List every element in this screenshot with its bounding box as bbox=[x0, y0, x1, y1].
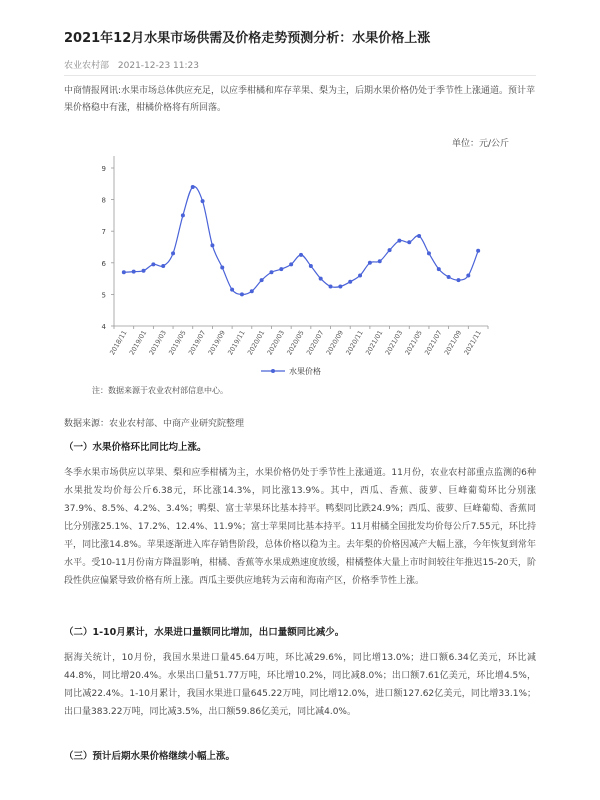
section-2-body: 据海关统计，10月份，我国水果进口量45.64万吨，环比减29.6%，同比增13.0%；进口额6.34亿美元，环比减44.8%，同比增20.4%。水果出口量51.77万吨，环比增10.2%，同比减8.0%；出口额7.61亿美元，环比增4.5%，同比减22.4%。1-10月累计，我国水果进口量645.22万吨，同比增12.0%，进口额127.62亿美元，同比增33.1%；出口量383.22万吨，同比减3.5%，出口额59.86亿美元，同比减4.0%。 bbox=[64, 653, 536, 717]
data-point bbox=[329, 285, 333, 289]
article-meta bbox=[64, 58, 205, 71]
data-point bbox=[250, 289, 254, 293]
y-tick-label: 7 bbox=[101, 228, 106, 237]
source-label: 农业农村部 bbox=[64, 61, 110, 71]
data-point bbox=[427, 251, 431, 255]
data-point bbox=[210, 243, 214, 247]
data-point bbox=[161, 264, 165, 268]
data-point bbox=[220, 266, 224, 270]
data-point bbox=[388, 248, 392, 252]
data-point bbox=[279, 267, 283, 271]
data-point bbox=[260, 278, 264, 282]
article-title: 2021年12月水果市场供需及价格走势预测分析：水果价格上涨 bbox=[64, 31, 431, 46]
x-tick-label: 2019/11 bbox=[226, 329, 247, 357]
data-point bbox=[151, 262, 155, 266]
title-divider bbox=[64, 75, 536, 76]
x-tick-label: 2021/07 bbox=[423, 329, 444, 357]
data-point bbox=[269, 270, 273, 274]
chart-points bbox=[122, 185, 480, 296]
x-tick-label: 2020/05 bbox=[285, 329, 306, 357]
x-tick-label: 2019/03 bbox=[147, 329, 168, 357]
data-point bbox=[319, 277, 323, 281]
y-tick-label: 5 bbox=[101, 291, 106, 300]
x-tick-label: 2019/05 bbox=[167, 329, 188, 357]
chart-series-line bbox=[124, 186, 478, 294]
data-point bbox=[230, 288, 234, 292]
data-point bbox=[338, 285, 342, 289]
section-1-body: 冬季水果市场供应以苹果、梨和应季柑橘为主，水果价格仍处于季节性上涨通道。11月份，农业农村部重点监测的6种水果批发均价每公斤6.38元，环比涨14.3%，同比涨13.9%。其中，西瓜、香蕉、菠萝、巨峰葡萄环比分别涨37.9%、8.5%、4.2%、3.4%；鸭梨、富士苹果环比基本持平。鸭梨同比跌24.9%；西瓜、菠萝、巨峰葡萄、香蕉同比分别涨25.1%、17.2%、12.4%、11.9%；富士苹果同比基本持平。11月柑橘全国批发均价每公斤7.55元，环比持平，同比涨14.8%。苹果逐渐进入库存销售阶段，总体价格以稳为主。去年梨的价格因减产大幅上涨，今年恢复到常年水平。受10-11月份南方降温影响，柑橘、香蕉等水果成熟速度放缓，柑橘整体大量上市时间较往年推迟15-20天，阶段性供应偏紧导致价格有所上涨。西瓜主要供应地转为云南和海南产区，价格季节性上涨。 bbox=[64, 468, 536, 586]
data-point bbox=[358, 273, 362, 277]
x-tick-label: 2020/03 bbox=[265, 329, 287, 357]
section-2 bbox=[64, 625, 536, 721]
section-3-heading: （三）预计后期水果价格继续小幅上涨。 bbox=[64, 751, 236, 762]
y-tick-label: 8 bbox=[101, 196, 106, 205]
data-point bbox=[456, 278, 460, 282]
data-point bbox=[348, 280, 352, 284]
x-tick-label: 2021/09 bbox=[442, 329, 464, 357]
unit-label: 单位：元/公斤 bbox=[451, 139, 509, 149]
intro-paragraph: 中商情报网讯:水果市场总体供应充足，以应季柑橘和库存苹果、梨为主，后期水果价格仍处于季节性上涨通道。预计苹果价格稳中有涨，柑橘价格将有所回落。 bbox=[64, 86, 536, 113]
data-point bbox=[299, 253, 303, 257]
data-source: 数据来源：农业农村部、中商产业研究院整理 bbox=[64, 419, 245, 429]
data-point bbox=[476, 249, 480, 253]
data-point bbox=[407, 240, 411, 244]
x-tick-label: 2020/09 bbox=[324, 329, 346, 357]
x-tick-label: 2021/01 bbox=[364, 329, 385, 357]
data-point bbox=[397, 239, 401, 243]
x-tick-label: 2021/11 bbox=[462, 329, 483, 357]
price-line-chart bbox=[64, 130, 536, 400]
data-point bbox=[132, 270, 136, 274]
data-point bbox=[289, 262, 293, 266]
data-point bbox=[201, 199, 205, 203]
chart-note: 注：数据来源于农业农村部信息中心。 bbox=[92, 386, 228, 395]
section-1 bbox=[64, 440, 536, 590]
data-point bbox=[240, 292, 244, 296]
x-tick-label: 2020/11 bbox=[344, 329, 365, 357]
data-point bbox=[142, 269, 146, 273]
legend-series-name: 水果价格 bbox=[289, 367, 321, 376]
data-point bbox=[437, 267, 441, 271]
data-point bbox=[466, 273, 470, 277]
data-point bbox=[191, 185, 195, 189]
publish-datetime: 2021-12-23 11:23 bbox=[117, 61, 199, 71]
section-2-heading: （二）1-10月累计，水果进口量额同比增加，出口量额同比减少。 bbox=[64, 627, 345, 638]
data-point bbox=[378, 259, 382, 263]
data-point bbox=[181, 213, 185, 217]
x-tick-label: 2019/09 bbox=[206, 329, 227, 357]
x-tick-label: 2019/01 bbox=[127, 329, 149, 357]
data-point bbox=[447, 275, 451, 279]
data-point bbox=[122, 270, 126, 274]
data-point bbox=[417, 234, 421, 238]
x-tick-label: 2020/07 bbox=[304, 329, 326, 357]
x-tick-label: 2018/11 bbox=[108, 329, 129, 357]
y-tick-label: 4 bbox=[101, 323, 106, 331]
x-tick-label: 2019/07 bbox=[186, 329, 208, 357]
data-point bbox=[309, 264, 313, 268]
data-point bbox=[171, 251, 175, 255]
y-tick-label: 6 bbox=[101, 259, 106, 268]
x-tick-label: 2021/05 bbox=[403, 329, 424, 357]
chart-legend bbox=[261, 366, 321, 376]
x-tick-label: 2021/03 bbox=[383, 329, 405, 357]
x-tick-label: 2020/01 bbox=[245, 329, 267, 357]
y-tick-label: 9 bbox=[101, 165, 106, 173]
series-line bbox=[124, 186, 478, 294]
data-point bbox=[368, 261, 372, 265]
section-3 bbox=[64, 749, 536, 765]
section-1-heading: （一）水果价格环比同比均上涨。 bbox=[64, 442, 207, 453]
